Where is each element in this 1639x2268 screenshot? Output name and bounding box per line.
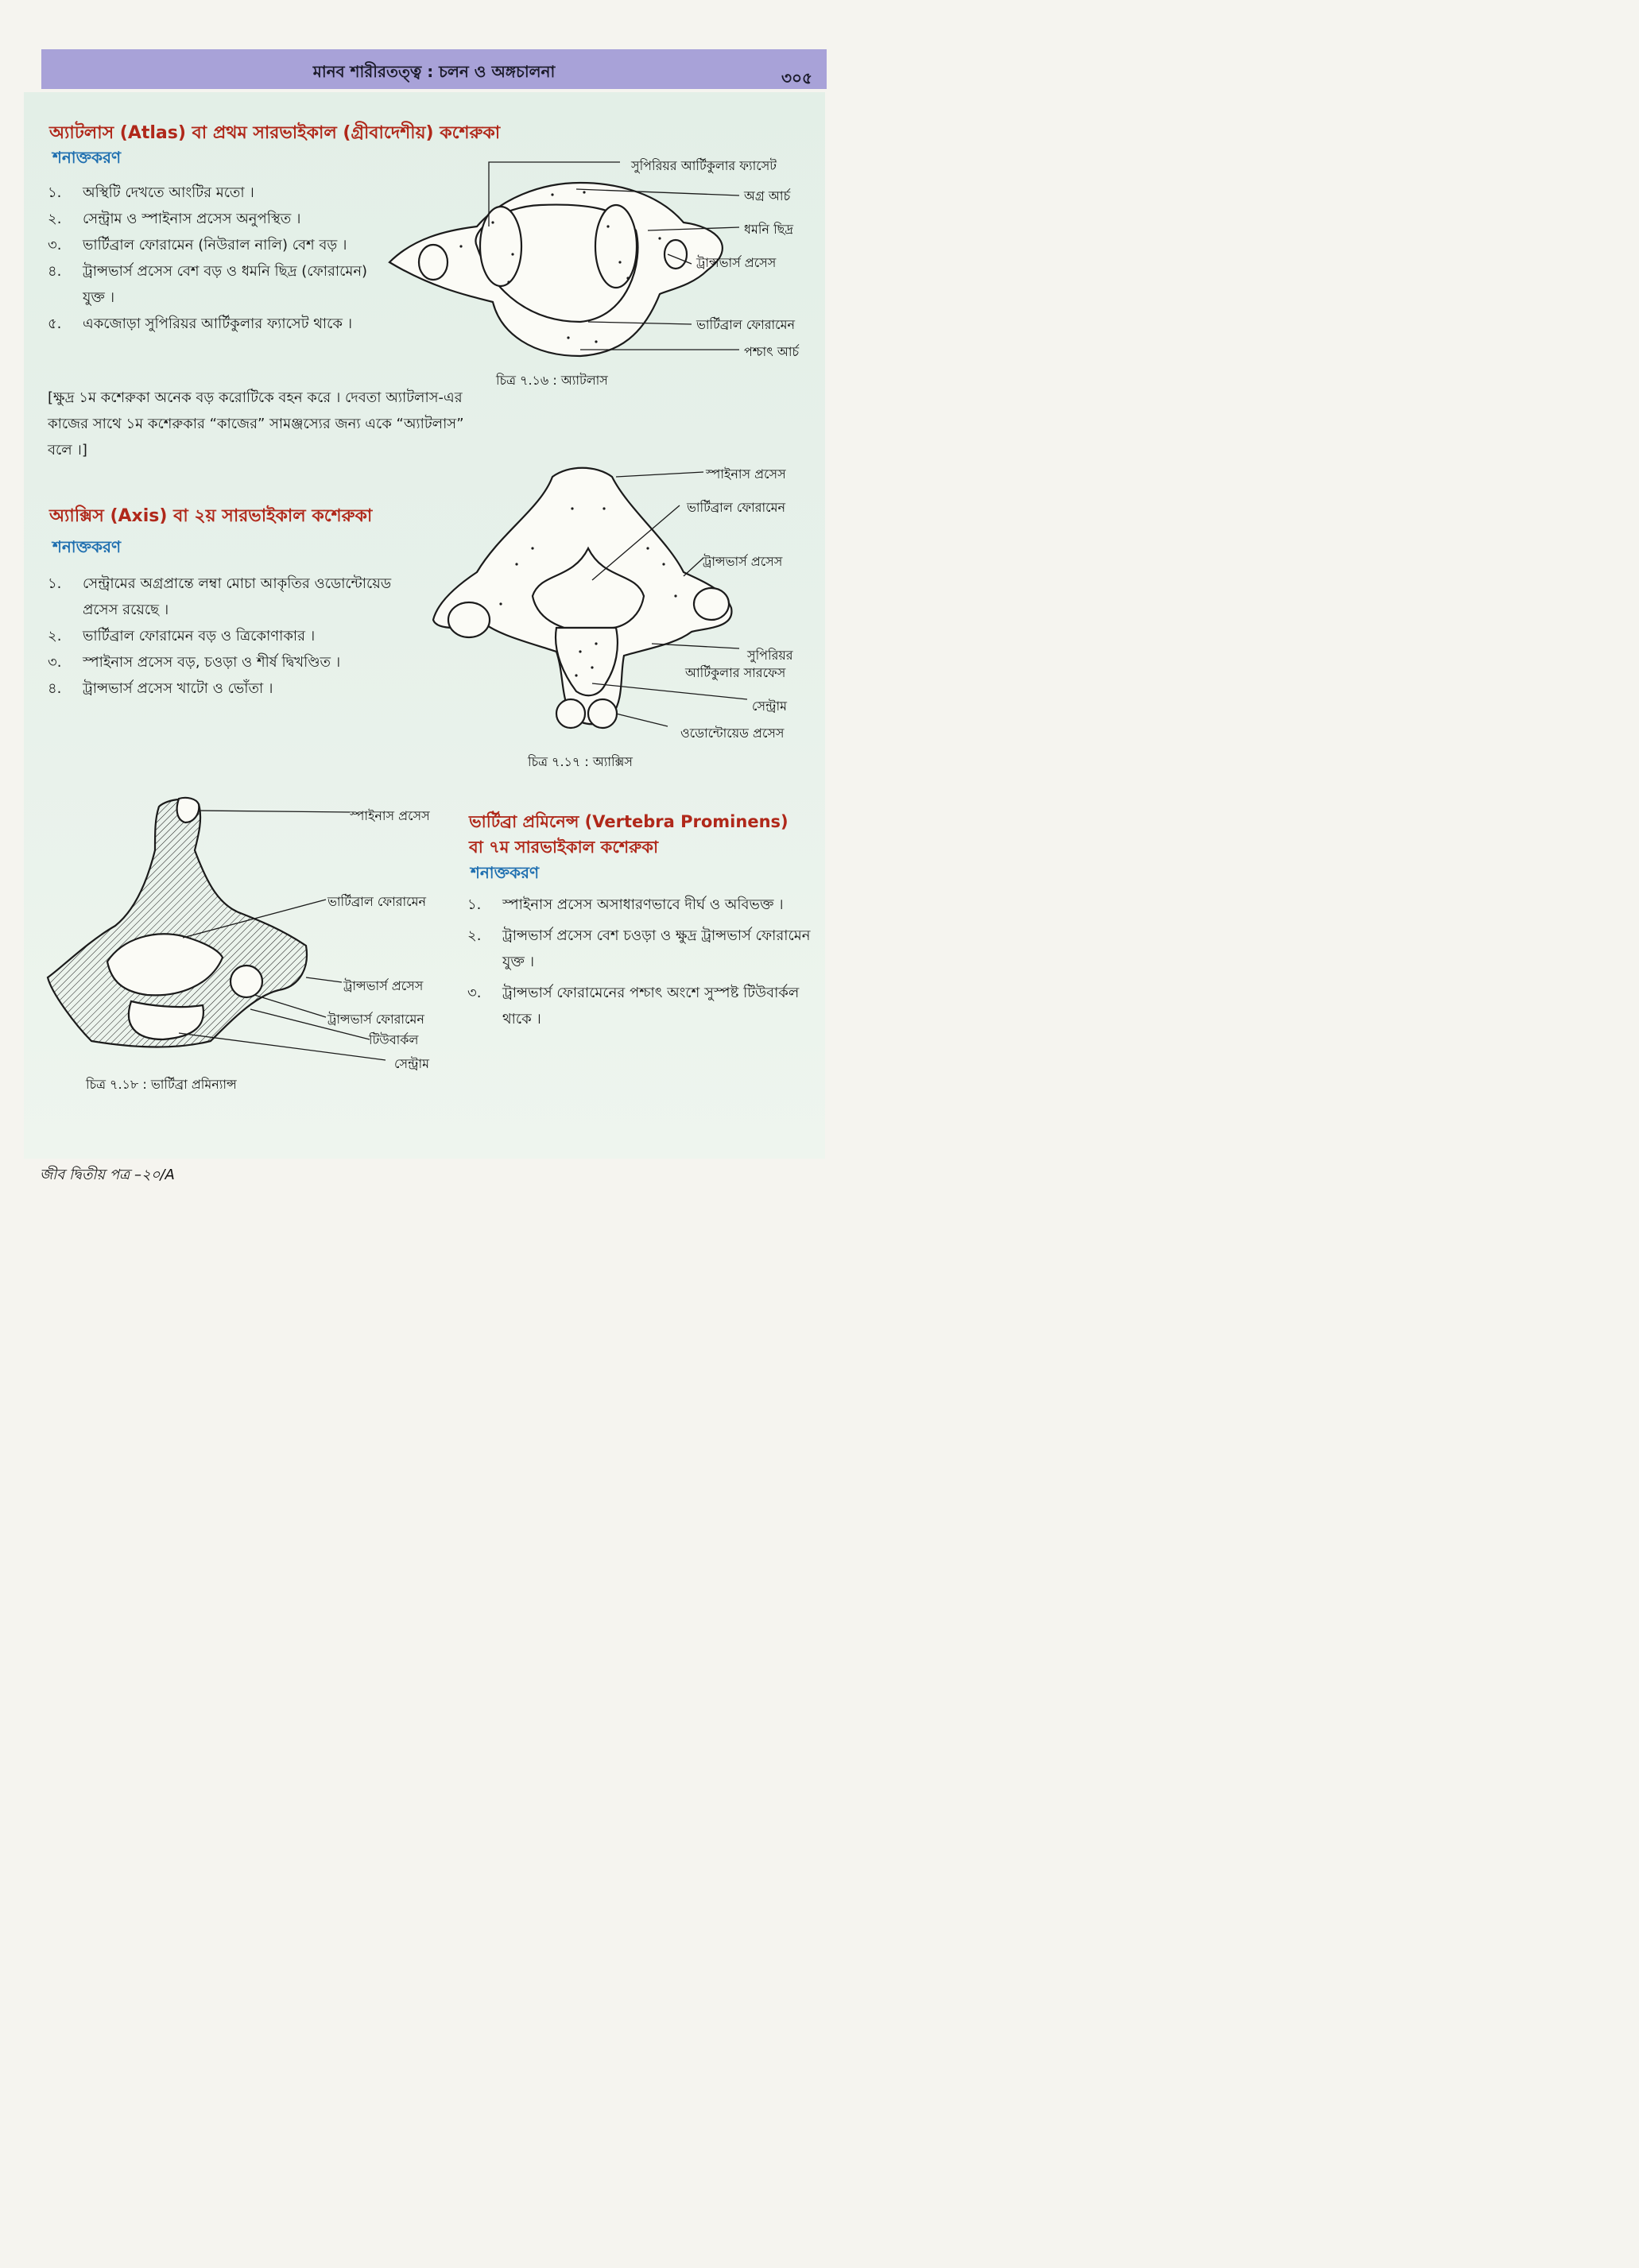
prominens-label-spinous-process: স্পাইনাস প্রসেস (350, 808, 430, 823)
atlas-feature-list (48, 180, 378, 337)
page-number: ৩০৫ (781, 68, 812, 87)
axis-feature-list (48, 571, 413, 702)
axis-label-odontoid-process: ওডোন্টোয়েড প্রসেস (680, 726, 785, 741)
atlas-label-transverse-process: ট্রান্সভার্স প্রসেস (696, 255, 777, 270)
list-item: ৪. ট্রান্সভার্স প্রসেস বেশ বড় ও ধমনি ছিদ্র (ফোরামেন) যুক্ত । (48, 263, 368, 306)
prominens-section-title-line2: বা ৭ম সারভাইকাল কশেরুকা (469, 838, 659, 857)
atlas-label-arterial-foramen: ধমনি ছিদ্র (744, 222, 793, 237)
prominens-label-tubercle: টিউবার্কল (369, 1032, 419, 1047)
prominens-feature-list (467, 892, 811, 1032)
axis-label-spinous-process: স্পাইনাস প্রসেস (706, 466, 786, 482)
list-item: ১. সেন্ট্রামের অগ্রপ্রান্তে লম্বা মোচা আকৃতির ওডোন্টোয়েড প্রসেস রয়েছে । (48, 575, 392, 618)
axis-section-title: অ্যাক্সিস (Axis) বা ২য় সারভাইকাল কশেরুকা (49, 506, 373, 526)
atlas-figure-caption: চিত্র ৭.১৬ : অ্যাটলাস (496, 373, 608, 388)
list-item: ৩. ভার্টিব্রাল ফোরামেন (নিউরাল নালি) বেশ বড় । (48, 237, 347, 254)
list-item: ৩. স্পাইনাস প্রসেস বড়, চওড়া ও শীর্ষ দ্বিখণ্ডিত । (48, 654, 341, 671)
atlas-label-vertebral-foramen: ভার্টিব্রাল ফোরামেন (696, 317, 796, 332)
list-item: ২. ভার্টিব্রাল ফোরামেন বড় ও ত্রিকোণাকার । (48, 628, 316, 644)
atlas-identification-heading: শনাক্তকরণ (52, 148, 122, 167)
axis-figure-caption: চিত্র ৭.১৭ : অ্যাক্সিস (528, 754, 633, 769)
prominens-label-transverse-process: ট্রান্সভার্স প্রসেস (343, 978, 424, 993)
list-item: ১. স্পাইনাস প্রসেস অসাধারণভাবে দীর্ঘ ও অবিভক্ত । (467, 896, 784, 913)
header-bar (41, 49, 827, 89)
page-footer: জীব দ্বিতীয় পত্র –২০/A (40, 1167, 175, 1183)
axis-label-centrum: সেন্ট্রাম (752, 699, 788, 714)
axis-label-transverse-process: ট্রান্সভার্স প্রসেস (703, 554, 783, 569)
atlas-label-posterior-arch: পশ্চাৎ আর্চ (744, 344, 800, 359)
atlas-note: [ক্ষুদ্র ১ম কশেরুকা অনেক বড় করোটিকে বহন করে । দেবতা অ্যাটলাস-এর কাজের সাথে ১ম কশেরুকার “কাজের” সামঞ্জস্যের জন্য একে “অ্যাটলাস” বলে ।] (48, 389, 464, 459)
prominens-identification-heading: শনাক্তকরণ (471, 863, 540, 882)
prominens-section-title: ভার্টিব্রা প্রমিনেন্স (Vertebra Prominens) (469, 812, 789, 831)
atlas-section-title: অ্যাটলাস (Atlas) বা প্রথম সারভাইকাল (গ্রীবাদেশীয়) কশেরুকা (49, 123, 501, 143)
list-item: ১. অস্থিটি দেখতে আংটির মতো । (48, 184, 254, 201)
axis-label-superior: সুপিরিয়র (747, 648, 793, 663)
list-item: ৪. ট্রান্সভার্স প্রসেস খাটো ও ভোঁতা । (48, 680, 273, 697)
prominens-figure-caption: চিত্র ৭.১৮ : ভার্টিব্রা প্রমিন্যান্স (86, 1077, 237, 1092)
chapter-title: মানব শারীরতত্ত্ব : চলন ও অঙ্গচালনা (312, 62, 556, 81)
axis-label-articular-surface: আর্টিকুলার সারফেস (685, 665, 786, 680)
list-item: ২. সেন্ট্রাম ও স্পাইনাস প্রসেস অনুপস্থিত । (48, 211, 301, 227)
list-item: ৫. একজোড়া সুপিরিয়র আর্টিকুলার ফ্যাসেট থাকে । (48, 315, 353, 332)
prominens-label-centrum: সেন্ট্রাম (394, 1056, 430, 1071)
atlas-label-superior-articular-facet: সুপিরিয়র আর্টিকুলার ফ্যাসেট (631, 158, 777, 173)
prominens-label-vertebral-foramen: ভার্টিব্রাল ফোরামেন (327, 894, 427, 909)
axis-identification-heading: শনাক্তকরণ (52, 537, 122, 556)
list-item: ৩. ট্রান্সভার্স ফোরামেনের পশ্চাৎ অংশে সুস্পষ্ট টিউবার্কল থাকে । (467, 985, 800, 1028)
prominens-label-transverse-foramen: ট্রান্সভার্স ফোরামেন (327, 1012, 424, 1027)
axis-label-vertebral-foramen: ভার্টিব্রাল ফোরামেন (687, 500, 786, 515)
atlas-label-anterior-arch: অগ্র আর্চ (744, 188, 791, 203)
list-item: ২. ট্রান্সভার্স প্রসেস বেশ চওড়া ও ক্ষুদ্র ট্রান্সভার্স ফোরামেন যুক্ত । (467, 927, 811, 970)
